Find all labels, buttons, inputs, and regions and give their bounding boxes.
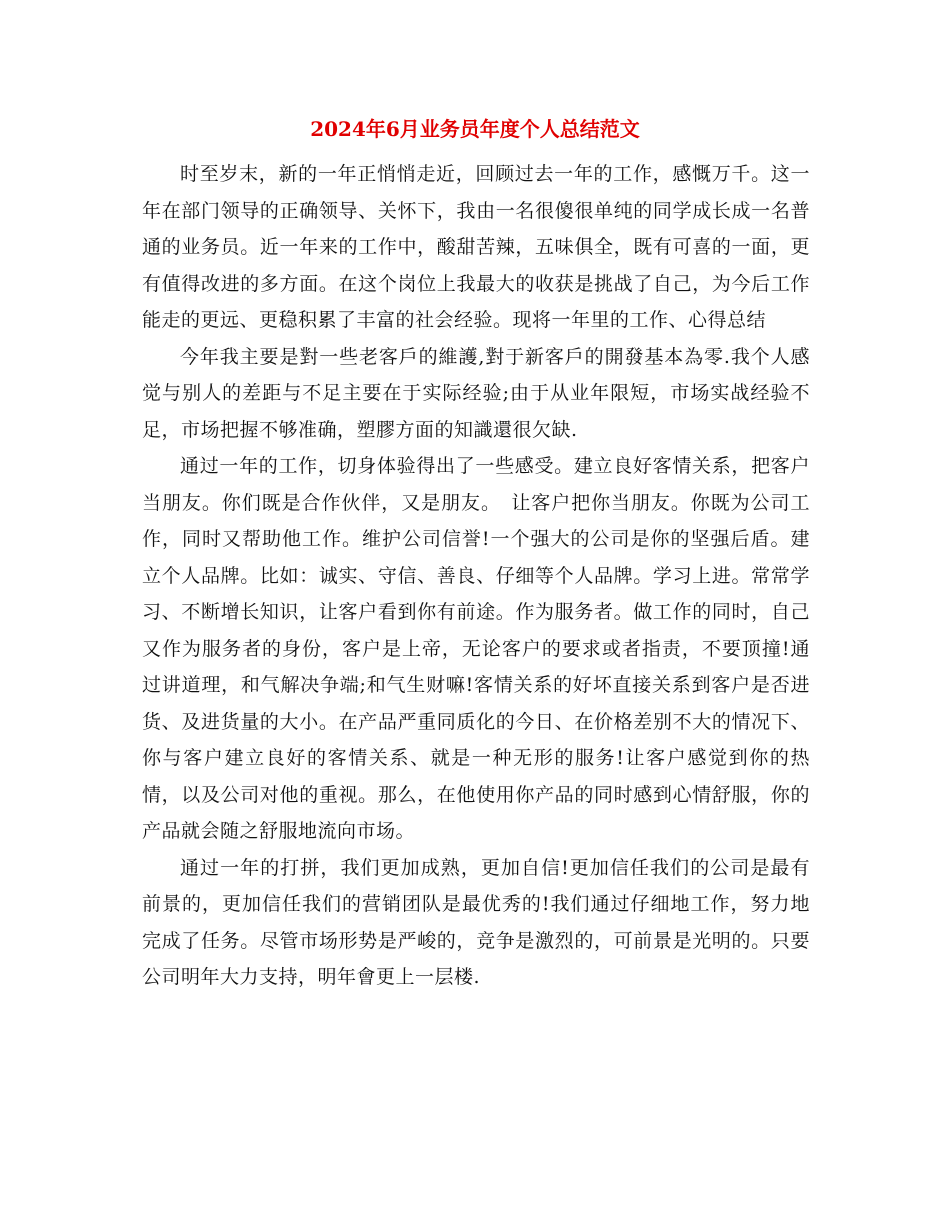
paragraph-experience: 通过一年的工作，切身体验得出了一些感受。建立良好客情关系，把客户当朋友。你们既是合作伙伴，又是朋友。 让客户把你当朋友。你既为公司工作，同时又帮助他工作。维护公司信誉!一个强大的公司是你的坚强后盾。建立个人品牌。比如：诚实、守信、善良、仔细等个人品牌。学习上进。常常学习、不断增长知识，让客户看到你有前途。作为服务者。做工作的同时，自己又作为服务者的身份，客户是上帝，无论客户的要求或者指责，不要顶撞!通过讲道理，和气解决争端;和气生财嘛!客情关系的好坏直接关系到客户是否进货、及进货量的大小。在产品严重同质化的今日、在价格差别不大的情况下、你与客户建立良好的客情关系、就是一种无形的服务!让客户感觉到你的热情，以及公司对他的重视。那么，在他使用你产品的同时感到心情舒服，你的产品就会随之舒服地流向市场。 (142, 455, 810, 842)
paragraph-intro: 时至岁末，新的一年正悄悄走近，回顾过去一年的工作，感慨万千。这一年在部门领导的正确领导、关怀下，我由一名很傻很单纯的同学成长成一名普通的业务员。近一年来的工作中，酸甜苦辣，五味俱全，既有可喜的一面，更有值得改进的多方面。在这个岗位上我最大的收获是挑战了自己，为今后工作能走的更远、更稳积累了丰富的社会经验。现将一年里的工作、心得总结 (142, 163, 810, 331)
document-title: 2024年6月业务员年度个人总结范文 (310, 117, 640, 141)
paragraph-conclusion: 通过一年的打拼，我们更加成熟，更加自信!更加信任我们的公司是最有前景的，更加信任我们的营销团队是最优秀的!我们通过仔细地工作，努力地完成了任务。尽管市场形势是严峻的，竞争是激烈的，可前景是光明的。只要公司明年大力支持，明年會更上一层楼. (142, 856, 810, 988)
paragraph-shortcomings: 今年我主要是對一些老客戶的維護,對于新客戶的開發基本為零.我个人感觉与别人的差距与不足主要在于实际经验;由于从业年限短，市场实战经验不足，市场把握不够准确，塑膠方面的知識還很欠缺. (142, 345, 810, 441)
document-body (142, 156, 810, 996)
